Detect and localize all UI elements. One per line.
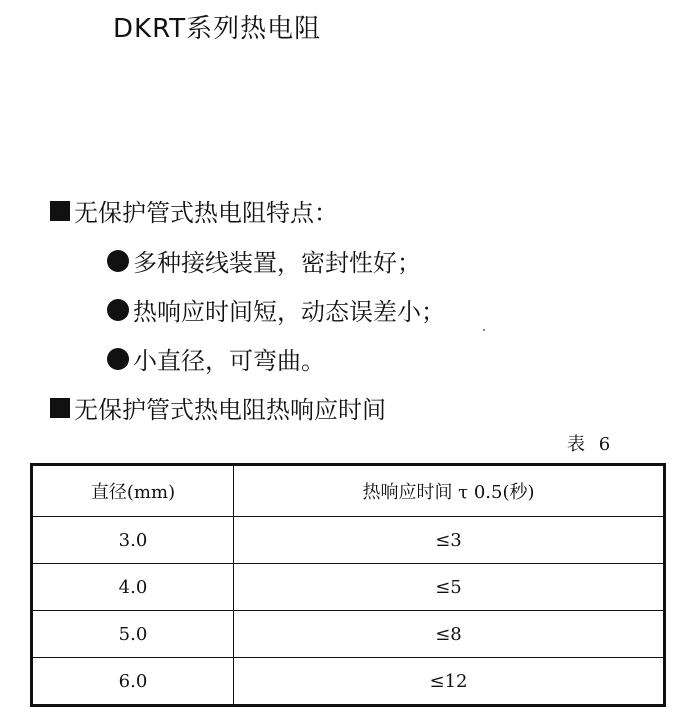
- cell-diameter: 4.0: [32, 564, 234, 611]
- cell-diameter: 6.0: [32, 658, 234, 706]
- features-heading-text: 无保护管式热电阻特点：: [74, 199, 338, 227]
- response-heading-text: 无保护管式热电阻热响应时间: [74, 396, 386, 424]
- black-square-icon: [50, 398, 70, 418]
- cell-diameter: 3.0: [32, 517, 234, 564]
- cell-response-time: ≤8: [234, 611, 665, 658]
- feature-bullet-text: 小直径，可弯曲。: [133, 347, 325, 375]
- table-row: [32, 564, 665, 611]
- header-response-time: 热响应时间 τ 0.5(秒): [234, 465, 665, 517]
- feature-bullet-text: 热响应时间短，动态误差小；: [133, 298, 445, 326]
- response-time-table-wrapper: [30, 463, 666, 707]
- black-circle-icon: [107, 250, 129, 272]
- table-caption: 表 6: [567, 434, 615, 455]
- header-diameter: 直径(mm): [32, 465, 234, 517]
- black-circle-icon: [107, 348, 129, 370]
- feature-bullet-text: 多种接线装置，密封性好；: [133, 249, 421, 277]
- table-row: [32, 611, 665, 658]
- table-row: [32, 658, 665, 706]
- response-heading: [50, 390, 386, 425]
- cell-response-time: ≤5: [234, 564, 665, 611]
- feature-bullet: [107, 292, 445, 327]
- table-header-row: [32, 465, 665, 517]
- table-row: [32, 517, 665, 564]
- cell-response-time: ≤12: [234, 658, 665, 706]
- cell-response-time: ≤3: [234, 517, 665, 564]
- response-time-table: [30, 463, 666, 707]
- feature-bullet: [107, 243, 421, 278]
- page-title: DKRT系列热电阻: [113, 14, 322, 44]
- black-square-icon: [50, 201, 70, 221]
- feature-bullet: [107, 341, 325, 376]
- cell-diameter: 5.0: [32, 611, 234, 658]
- scan-speck: [483, 329, 485, 331]
- black-circle-icon: [107, 299, 129, 321]
- features-heading: [50, 193, 338, 228]
